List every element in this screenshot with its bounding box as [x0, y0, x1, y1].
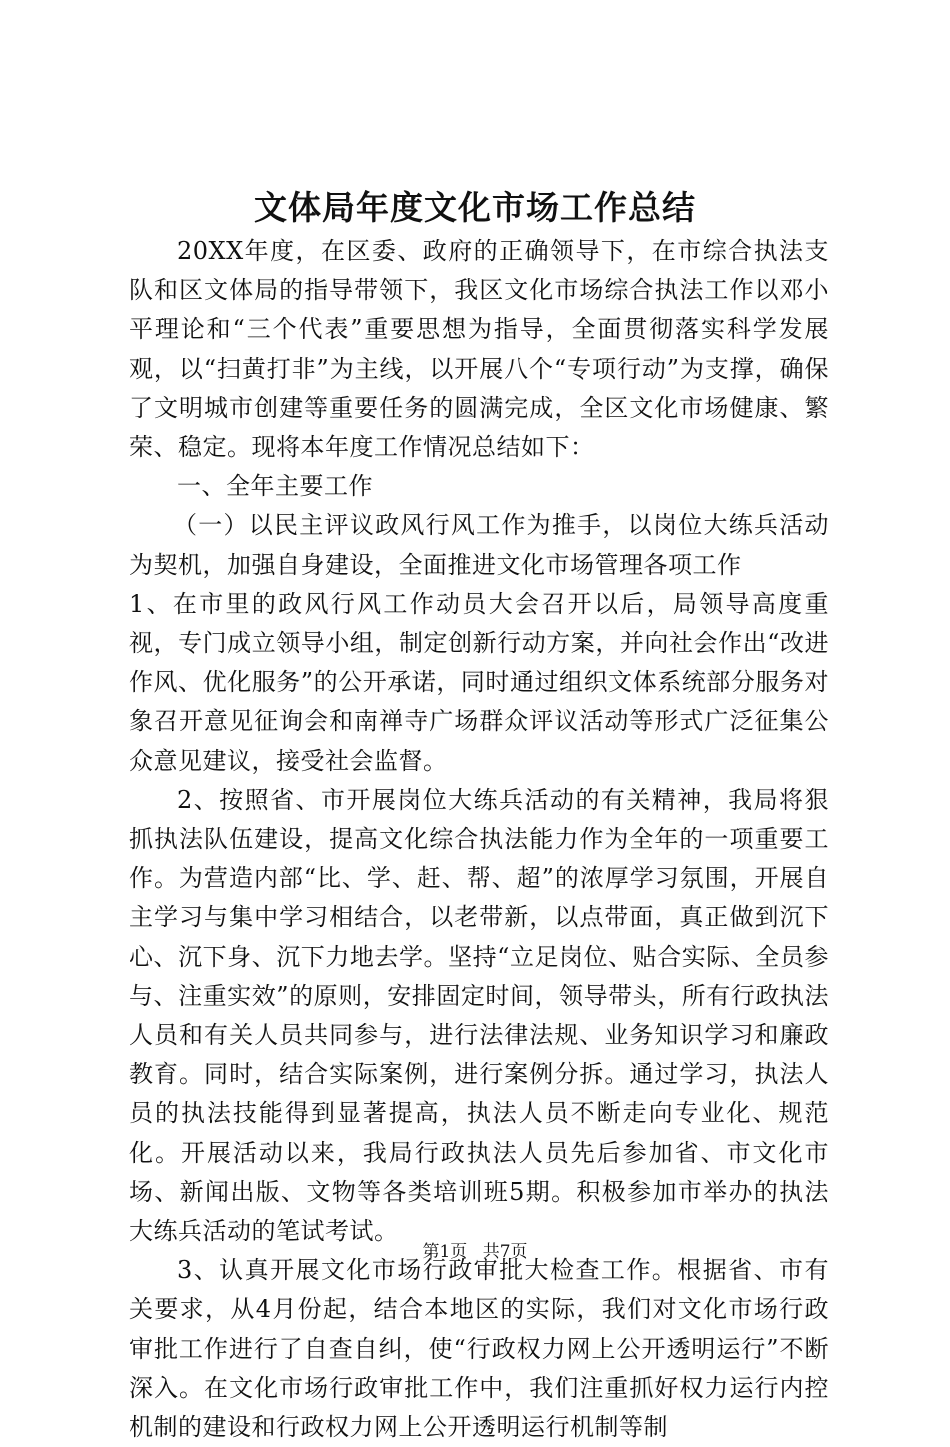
document-body	[129, 232, 829, 1447]
item-3-paragraph: 3、认真开展文化市场行政审批大检查工作。根据省、市有关要求，从4月份起，结合本地区的实际，我们对文化市场行政审批工作进行了自查自纠，使“行政权力网上公开透明运行”不断深入。在文化市场行政审批工作中，我们注重抓好权力运行内控机制的建设和行政权力网上公开透明运行机制等制	[129, 1256, 829, 1442]
document-title: 文体局年度文化市场工作总结	[254, 188, 696, 227]
page-total: 共7页	[482, 1242, 528, 1262]
subsection-heading: （一）以民主评议政风行风工作为推手，以岗位大练兵活动为契机，加强自身建设，全面推进文化市场管理各项工作	[129, 511, 829, 579]
page-number: 第1页	[422, 1242, 468, 1262]
item-2-paragraph: 2、按照省、市开展岗位大练兵活动的有关精神，我局将狠抓执法队伍建设，提高文化综合执法能力作为全年的一项重要工作。为营造内部“比、学、赶、帮、超”的浓厚学习氛围，开展自主学习与集中学习相结合，以老带新，以点带面，真正做到沉下心、沉下身、沉下力地去学。坚持“立足岗位、贴合实际、全员参与、注重实效”的原则，安排固定时间，领导带头，所有行政执法人员和有关人员共同参与，进行法律法规、业务知识学习和廉政教育。同时，结合实际案例，进行案例分拆。通过学习，执法人员的执法技能得到显著提高，执法人员不断走向专业化、规范化。开展活动以来，我局行政执法人员先后参加省、市文化市场、新闻出版、文物等各类培训班5期。积极参加市举办的执法大练兵活动的笔试考试。	[129, 785, 829, 1246]
item-1-paragraph: 1、在市里的政风行风工作动员大会召开以后，局领导高度重视，专门成立领导小组，制定创新行动方案，并向社会作出“改进作风、优化服务”的公开承诺，同时通过组织文体系统部分服务对象召开意见征询会和南禅寺广场群众评议活动等形式广泛征集公众意见建议，接受社会监督。	[129, 589, 829, 775]
section-heading: 一、全年主要工作	[177, 472, 373, 501]
intro-paragraph: 20XX年度，在区委、政府的正确领导下，在市综合执法支队和区文体局的指导带领下，我区文化市场综合执法工作以邓小平理论和“三个代表”重要思想为指导，全面贯彻落实科学发展观，以“扫黄打非”为主线，以开展八个“专项行动”为支撑，确保了文明城市创建等重要任务的圆满完成，全区文化市场健康、繁荣、稳定。现将本年度工作情况总结如下：	[129, 237, 829, 462]
page-footer	[0, 1240, 950, 1264]
